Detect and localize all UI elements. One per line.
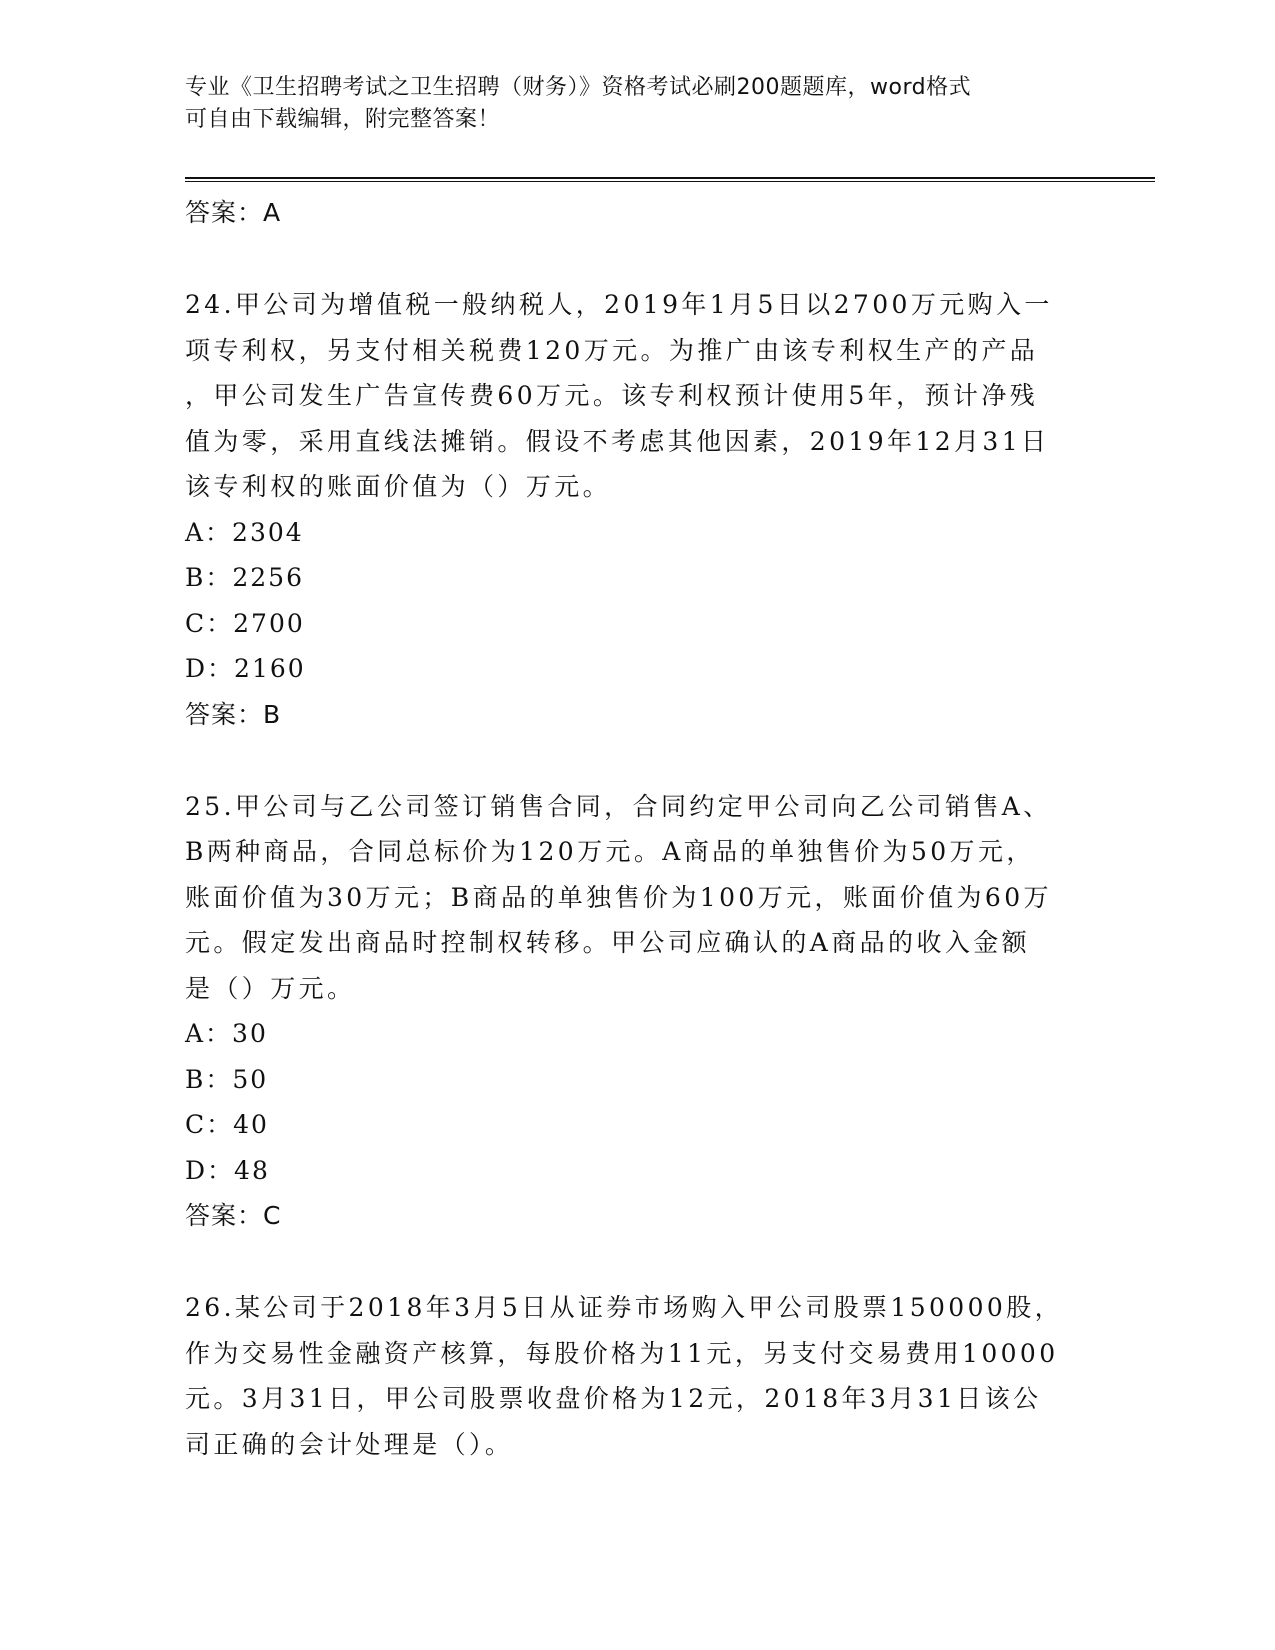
question-26 bbox=[185, 1285, 1085, 1467]
document-body bbox=[185, 190, 1085, 1467]
question-text-line: 24.甲公司为增值税一般纳税人，2019年1月5日以2700万元购入一 bbox=[185, 290, 1053, 319]
question-text-line: 元。假定发出商品时控制权转移。甲公司应确认的A商品的收入金额 bbox=[185, 928, 1031, 957]
question-text-line: 是（）万元。 bbox=[185, 973, 356, 1003]
header-line-1: 专业《卫生招聘考试之卫生招聘（财务）》资格考试必刷200题题库，word格式 bbox=[185, 75, 972, 100]
question-text-line: 25.甲公司与乙公司签订销售合同，合同约定甲公司向乙公司销售A、 bbox=[185, 791, 1052, 821]
question-24 bbox=[185, 282, 1085, 510]
question-text-line: 该专利权的账面价值为（）万元。 bbox=[185, 472, 612, 501]
page-header bbox=[185, 72, 1065, 136]
option-d: D：2160 bbox=[185, 654, 306, 683]
question-text-line: 26.某公司于2018年3月5日从证券市场购入甲公司股票150000股， bbox=[185, 1293, 1064, 1322]
answer-25: 答案：C bbox=[185, 1201, 282, 1230]
question-text-line: 项专利权，另支付相关税费120万元。为推广由该专利权生产的产品 bbox=[185, 335, 1039, 365]
option-b: B：50 bbox=[185, 1064, 269, 1094]
header-line-2: 可自由下载编辑，附完整答案！ bbox=[185, 107, 501, 132]
question-text-line: 作为交易性金融资产核算，每股价格为11元，另支付交易费用10000 bbox=[185, 1338, 1059, 1368]
question-text-line: B两种商品，合同总标价为120万元。A商品的单独售价为50万元， bbox=[185, 837, 1035, 866]
option-a: A：30 bbox=[185, 1019, 268, 1048]
option-a: A：2304 bbox=[185, 517, 304, 547]
answer-24: 答案：B bbox=[185, 699, 282, 729]
question-text-line: ，甲公司发生广告宣传费60万元。该专利权预计使用5年，预计净残 bbox=[185, 381, 1039, 410]
question-text-line: 元。3月31日，甲公司股票收盘价格为12元，2018年3月31日该公 bbox=[185, 1384, 1042, 1413]
question-text-line: 账面价值为30万元；B商品的单独售价为100万元，账面价值为60万 bbox=[185, 882, 1052, 912]
header-divider bbox=[185, 177, 1155, 182]
answer-previous: 答案：A bbox=[185, 198, 282, 227]
option-c: C：40 bbox=[185, 1110, 269, 1139]
question-text-line: 司正确的会计处理是（）。 bbox=[185, 1429, 514, 1459]
option-b: B：2256 bbox=[185, 563, 304, 592]
question-25 bbox=[185, 784, 1085, 1012]
option-c: C：2700 bbox=[185, 608, 305, 638]
option-d: D：48 bbox=[185, 1155, 270, 1185]
question-text-line: 值为零，采用直线法摊销。假设不考虑其他因素，2019年12月31日 bbox=[185, 426, 1050, 456]
